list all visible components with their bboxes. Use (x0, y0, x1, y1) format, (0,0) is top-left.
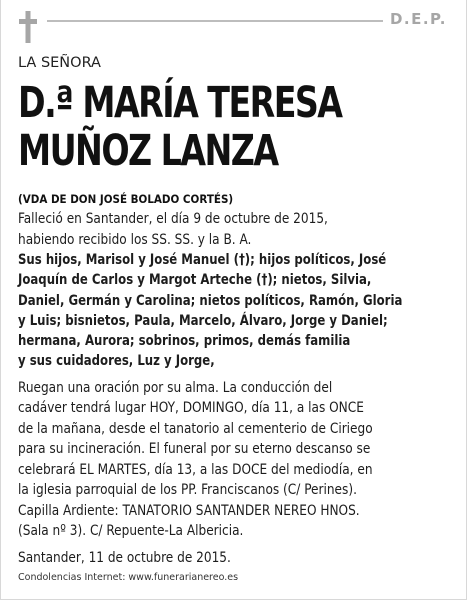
family-paragraph (18, 250, 420, 372)
text-line: Daniel, Germán y Carolina; nietos políticos, Ramón, Gloria (18, 292, 403, 309)
text-line: Joaquín de Carlos y Margot Arteche (†); nietos, Silvia, (18, 272, 372, 289)
text-line: y sus cuidadores, Luz y Jorge, (18, 353, 215, 370)
text-line: Falleció en Santander, el día 9 de octubre de 2015, (18, 211, 328, 227)
death-paragraph (18, 209, 420, 250)
text-line: cadáver tendrá lugar HOY, DOMINGO, día 11, a las ONCE (18, 400, 364, 417)
date-line: Santander, 11 de octubre de 2015. (18, 549, 231, 566)
cross-icon (19, 11, 37, 43)
notice-header (0, 0, 467, 46)
text-line: Ruegan una oración por su alma. La conducción del (18, 379, 333, 396)
text-line: y Luis; bisnietos, Paula, Marcelo, Álvaro, Jorge y Daniel; (18, 312, 388, 329)
funeral-paragraph (18, 378, 420, 542)
text-line: hermana, Aurora; sobrinos, primos, demás familia (18, 333, 351, 350)
text-line: de la mañana, desde el tanatorio al cementerio de Ciriego (18, 420, 373, 437)
header-rule (47, 20, 383, 22)
text-line: habiendo recibido los SS. SS. y la B. A. (18, 231, 252, 248)
condolences-footer: Condolencias Internet: www.funerarianereo.es (18, 572, 239, 584)
title-prefix: LA SEÑORA (18, 55, 101, 71)
text-line: la iglesia parroquial de los PP. Franciscanos (C/ Perines). (18, 482, 357, 499)
text-line: (Sala nº 3). C/ Repuente-La Albericia. (18, 523, 244, 540)
text-line: Capilla Ardiente: TANATORIO SANTANDER NEREO HNOS. (18, 502, 360, 519)
text-line: Sus hijos, Marisol y José Manuel (†); hijos políticos, José (18, 252, 387, 268)
text-line: para su incineración. El funeral por su eterno descanso se (18, 441, 371, 458)
deceased-name (18, 79, 390, 175)
widow-subtitle: (VDA DE DON JOSÉ BOLADO CORTÉS) (18, 192, 234, 206)
dep-label: D.E.P. (389, 10, 447, 28)
notice-body (18, 53, 450, 584)
name-line: D.ª MARÍA TERESA (18, 78, 342, 128)
text-line: celebrará EL MARTES, día 13, a las DOCE del mediodía, en (18, 461, 373, 478)
name-line: MUÑOZ LANZA (18, 126, 278, 176)
